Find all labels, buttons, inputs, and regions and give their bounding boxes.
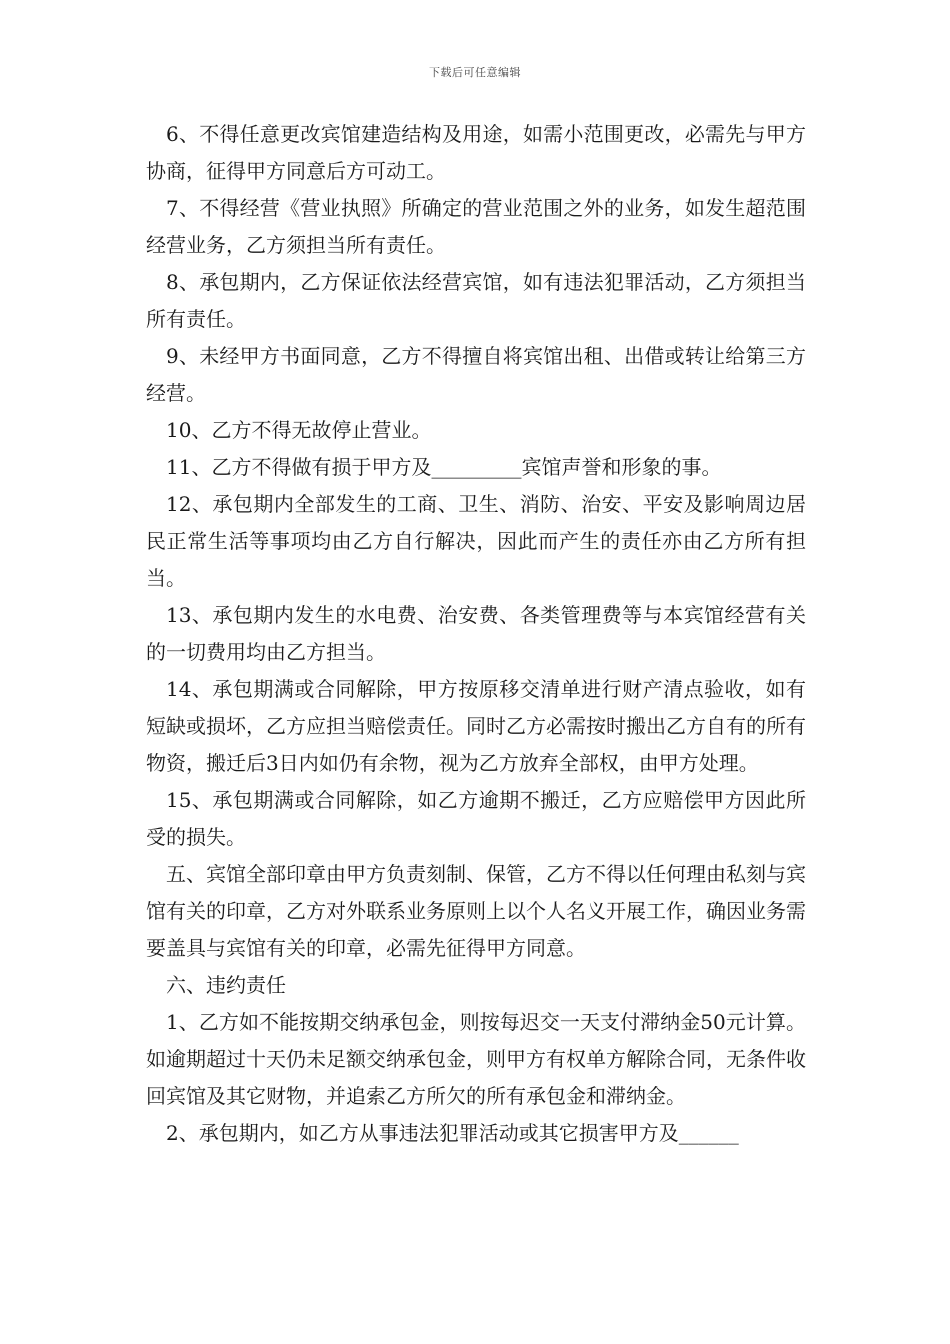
clause-13: 13、承包期内发生的水电费、治安费、各类管理费等与本宾馆经营有关的一切费用均由乙方担当。 [146, 603, 806, 664]
section-5-seals: 五、宾馆全部印章由甲方负责刻制、保管，乙方不得以任何理由私刻与宾馆有关的印章，乙方对外联系业务原则上以个人名义开展工作，确因业务需要盖具与宾馆有关的印章，必需先征得甲方同意。 [146, 862, 806, 960]
breach-clause-1: 1、乙方如不能按期交纳承包金，则按每迟交一天支付滞纳金50元计算。如逾期超过十天仍未足额交纳承包金，则甲方有权单方解除合同，无条件收回宾馆及其它财物，并追索乙方所欠的所有承包金和滞纳金。 [146, 1010, 806, 1108]
clause-6: 6、不得任意更改宾馆建造结构及用途，如需小范围更改，必需先与甲方协商，征得甲方同意后方可动工。 [146, 122, 806, 183]
clause-9: 9、未经甲方书面同意，乙方不得擅自将宾馆出租、出借或转让给第三方经营。 [146, 344, 806, 405]
clause-7: 7、不得经营《营业执照》所确定的营业范围之外的业务，如发生超范围经营业务，乙方须担当所有责任。 [146, 196, 806, 257]
clause-8: 8、承包期内，乙方保证依法经营宾馆，如有违法犯罪活动，乙方须担当所有责任。 [146, 270, 806, 331]
breach-clause-2: 2、承包期内，如乙方从事违法犯罪活动或其它损害甲方及______ [166, 1121, 739, 1145]
clause-12: 12、承包期内全部发生的工商、卫生、消防、治安、平安及影响周边居民正常生活等事项均由乙方自行解决，因此而产生的责任亦由乙方所有担当。 [146, 492, 806, 590]
clause-10: 10、乙方不得无故停止营业。 [166, 418, 432, 442]
clause-11: 11、乙方不得做有损于甲方及_________宾馆声誉和形象的事。 [166, 455, 722, 479]
page-header: 下载后可任意编辑 [429, 66, 521, 79]
clause-14: 14、承包期满或合同解除，甲方按原移交清单进行财产清点验收，如有短缺或损坏，乙方应担当赔偿责任。同时乙方必需按时搬出乙方自有的所有物资，搬迁后3日内如仍有余物，视为乙方放弃全部权，由甲方处理。 [146, 677, 806, 775]
document-body [146, 116, 806, 1152]
section-6-heading: 六、违约责任 [166, 973, 286, 997]
clause-15: 15、承包期满或合同解除，如乙方逾期不搬迁，乙方应赔偿甲方因此所受的损失。 [146, 788, 806, 849]
